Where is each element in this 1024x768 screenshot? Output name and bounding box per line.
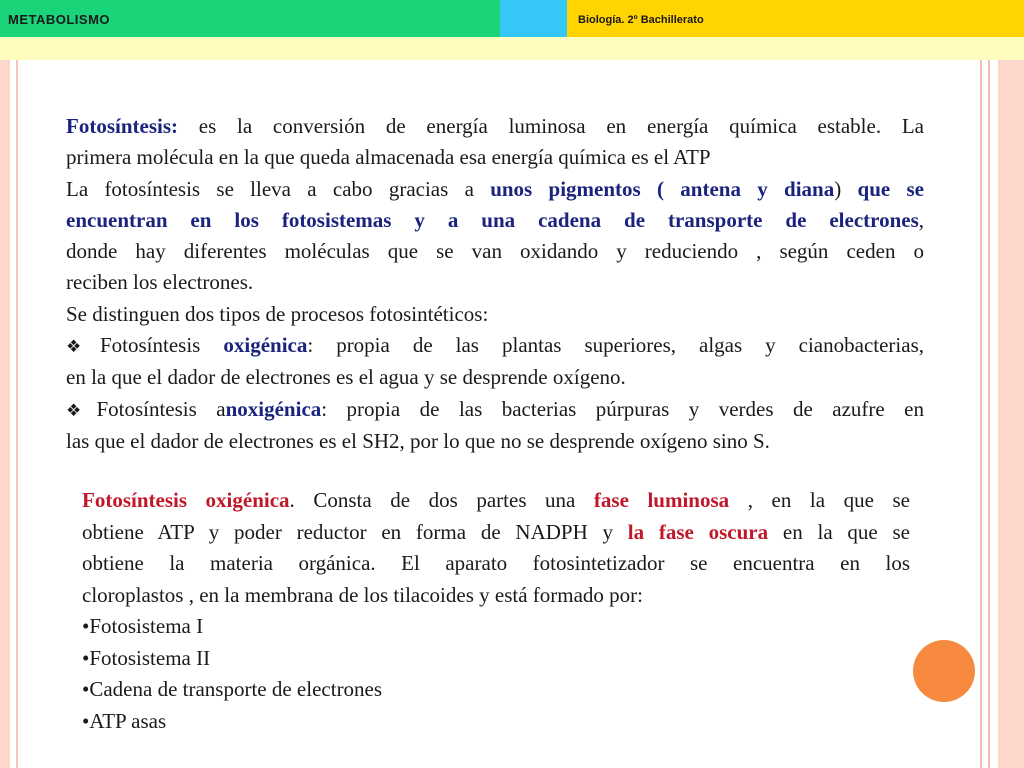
term-fotosistemas: encuentran en los fotosistemas y a una cadena de transporte de electrones [66, 207, 919, 232]
text-line: La fotosíntesis se lleva a cabo gracias a unos pigmentos ( antena y diana) que se [66, 176, 924, 201]
text-line: cloroplastos , en la membrana de los tilacoides y está formado por: [82, 582, 644, 607]
list-item: •Fotosistema I [82, 614, 204, 638]
text-line: en la que el dador de electrones es el agua y se desprende oxígeno. [66, 365, 626, 390]
text-line: Se distinguen dos tipos de procesos fotosintéticos: [66, 301, 489, 326]
text-line: Fotosíntesis oxigénica. Consta de dos partes una fase luminosa , en la que se [82, 488, 910, 512]
right-frame-line [980, 60, 982, 768]
orange-circle-decoration [913, 640, 975, 702]
list-item: •ATP asas [82, 708, 167, 733]
bullet-oxigenica: ❖Fotosíntesis oxigénica: propia de las plantas superiores, algas y cianobacterias, [66, 333, 924, 358]
header-cream-band [0, 37, 1024, 60]
term-fase-luminosa: fase luminosa [593, 488, 730, 512]
diamond-bullet-icon: ❖ [66, 337, 99, 357]
text-line: obtiene ATP y poder reductor en forma de NADPH y la fase oscura en la que se [82, 519, 910, 544]
header-blue-bar [500, 0, 567, 37]
left-frame-line [16, 60, 18, 768]
term-oxigenica: oxigénica [223, 333, 308, 358]
header-subtitle: Biología. 2º Bachillerato [578, 14, 704, 26]
term-fotosintesis: Fotosíntesis: [66, 114, 178, 138]
term-anoxigenica: noxigénica [225, 396, 322, 421]
bullet-anoxigenica: ❖Fotosíntesis anoxigénica: propia de las bacterias púrpuras y verdes de azufre en [66, 396, 924, 421]
term-pigmentos: unos pigmentos ( antena y diana [490, 176, 835, 201]
oxigenica-text-block [82, 485, 910, 737]
text-line: donde hay diferentes moléculas que se van oxidando y reduciendo , según ceden o [66, 239, 924, 264]
right-frame-stripe [998, 60, 1024, 768]
text-line: reciben los electrones. [66, 270, 254, 295]
text-line: Fotosíntesis: es la conversión de energía luminosa en energía química estable. La [66, 114, 924, 138]
text-line: obtiene la materia orgánica. El aparato fotosintetizador se encuentra en los [82, 551, 910, 575]
text-line: las que el dador de electrones es el SH2, por lo que no se desprende oxígeno sino S. [66, 428, 770, 453]
term-fase-oscura: la fase oscura [627, 519, 769, 544]
list-item: •Cadena de transporte de electrones [82, 677, 383, 701]
term-fotosintesis-oxigenica: Fotosíntesis oxigénica [82, 488, 290, 512]
list-item: •Fotosistema II [82, 645, 211, 670]
left-frame-stripe [0, 60, 10, 768]
right-frame-line [988, 60, 990, 768]
diamond-bullet-icon: ❖ [66, 400, 96, 420]
text-line: primera molécula en la que queda almacenada esa energía química es el ATP [66, 145, 711, 170]
header-title: METABOLISMO [8, 12, 111, 27]
text-line: encuentran en los fotosistemas y a una cadena de transporte de electrones, [66, 207, 924, 232]
definition-text-block [66, 111, 924, 457]
